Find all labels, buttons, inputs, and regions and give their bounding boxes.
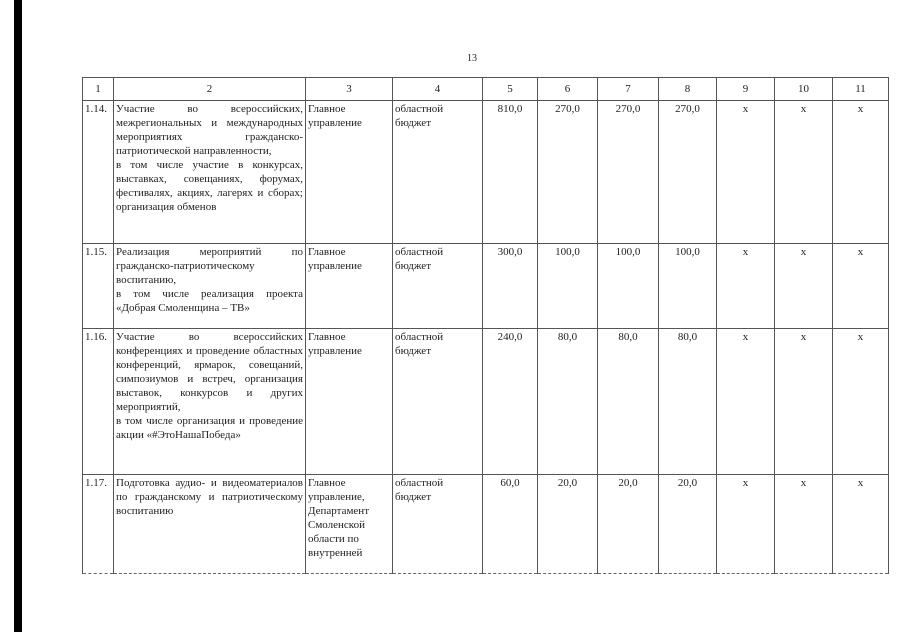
header-cell: 3 <box>306 78 393 101</box>
item-year-1: 80,0 <box>538 329 598 475</box>
item-executor: Главное управление <box>306 101 393 244</box>
item-col-11: x <box>833 101 889 244</box>
header-cell: 10 <box>775 78 833 101</box>
item-year-1: 270,0 <box>538 101 598 244</box>
item-col-11: x <box>833 475 889 574</box>
item-year-1: 100,0 <box>538 244 598 329</box>
item-col-10: x <box>775 475 833 574</box>
item-col-10: x <box>775 329 833 475</box>
item-col-10: x <box>775 244 833 329</box>
header-cell: 4 <box>393 78 483 101</box>
item-total: 300,0 <box>483 244 538 329</box>
header-cell: 6 <box>538 78 598 101</box>
table-row <box>83 329 889 475</box>
item-year-1: 20,0 <box>538 475 598 574</box>
table-row <box>83 244 889 329</box>
header-row <box>83 78 889 101</box>
item-col-11: x <box>833 244 889 329</box>
item-description: Подготовка аудио- и видеоматериалов по гражданскому и патриотическому воспитанию <box>114 475 306 574</box>
item-number: 1.14. <box>83 101 114 244</box>
item-funding-source: областной бюджет <box>393 101 483 244</box>
item-col-9: x <box>717 475 775 574</box>
item-number: 1.16. <box>83 329 114 475</box>
item-year-2: 20,0 <box>598 475 659 574</box>
header-cell: 8 <box>659 78 717 101</box>
header-cell: 5 <box>483 78 538 101</box>
header-cell: 9 <box>717 78 775 101</box>
item-total: 810,0 <box>483 101 538 244</box>
item-executor: Главное управление <box>306 329 393 475</box>
item-description: Участие во всероссийских конференциях и проведение областных конференций, ярмарок, совещаний, симпозиумов и встреч, организация выставок, конкурсов и других мероприятий, в том числе организация и проведение акции «#ЭтоНашаПобеда» <box>114 329 306 475</box>
item-description: Реализация мероприятий по гражданско-патриотическому воспитанию, в том числе реализация проекта «Добрая Смоленщина – ТВ» <box>114 244 306 329</box>
item-year-3: 270,0 <box>659 101 717 244</box>
item-col-9: x <box>717 329 775 475</box>
header-cell: 2 <box>114 78 306 101</box>
item-col-10: x <box>775 101 833 244</box>
table-row <box>83 475 889 574</box>
table-row <box>83 101 889 244</box>
item-funding-source: областной бюджет <box>393 475 483 574</box>
program-table <box>82 77 889 574</box>
item-col-9: x <box>717 244 775 329</box>
header-cell: 11 <box>833 78 889 101</box>
item-total: 60,0 <box>483 475 538 574</box>
item-description: Участие во всероссийских, межрегиональных и международных мероприятиях гражданско-патриотической направленности, в том числе участие в конкурсах, выставках, совещаниях, форумах, фестивалях, акциях, лагерях и сборах; организация обменов <box>114 101 306 244</box>
item-year-3: 80,0 <box>659 329 717 475</box>
item-col-9: x <box>717 101 775 244</box>
header-cell: 1 <box>83 78 114 101</box>
item-executor: Главное управление, Департамент Смоленской области по внутренней <box>306 475 393 574</box>
page-number: 13 <box>467 53 477 64</box>
header-cell: 7 <box>598 78 659 101</box>
item-year-3: 100,0 <box>659 244 717 329</box>
item-number: 1.17. <box>83 475 114 574</box>
item-total: 240,0 <box>483 329 538 475</box>
item-year-2: 100,0 <box>598 244 659 329</box>
item-executor: Главное управление <box>306 244 393 329</box>
item-funding-source: областной бюджет <box>393 329 483 475</box>
item-year-3: 20,0 <box>659 475 717 574</box>
scan-edge-bar <box>14 0 22 632</box>
item-funding-source: областной бюджет <box>393 244 483 329</box>
item-col-11: x <box>833 329 889 475</box>
item-year-2: 80,0 <box>598 329 659 475</box>
item-number: 1.15. <box>83 244 114 329</box>
item-year-2: 270,0 <box>598 101 659 244</box>
